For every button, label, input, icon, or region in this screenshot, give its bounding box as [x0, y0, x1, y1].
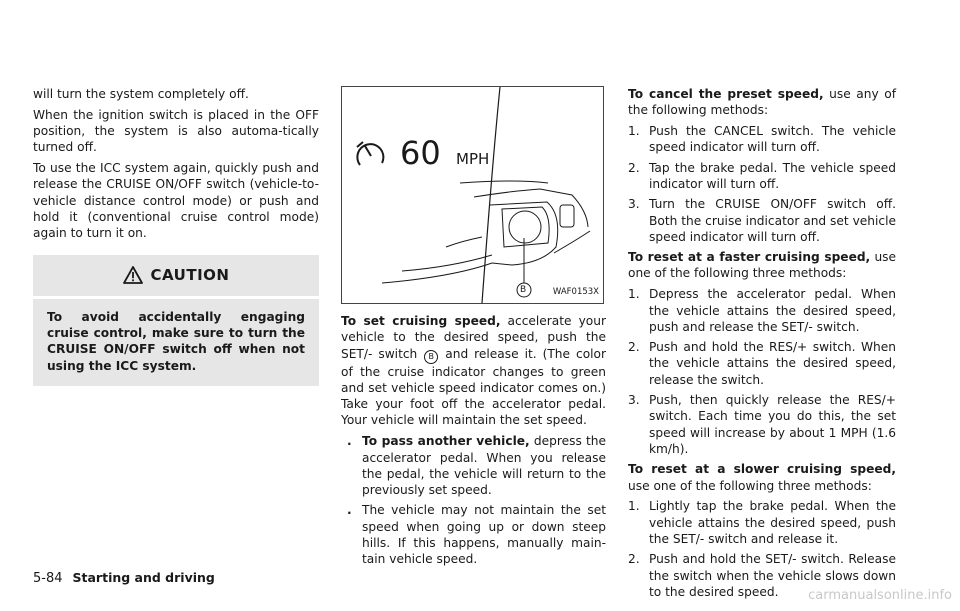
- speed-value: 60: [400, 134, 441, 172]
- body-text: Turn the CRUISE ON/OFF switch off. Both the cruise indicator and set vehicle speed indicator will turn off.: [649, 197, 896, 244]
- warning-triangle-icon: [123, 266, 143, 284]
- body-text: use one of the following three methods:: [628, 250, 897, 281]
- caution-header: [33, 255, 319, 296]
- item-number: 3.: [628, 197, 640, 212]
- list-item: [341, 502, 606, 567]
- list-item: [628, 498, 896, 547]
- body-text: Push, then quickly release the RES/+ switch. Each time you do this, the set speed will increase by about 1 MPH (1.6 km/h).: [649, 393, 896, 456]
- section-title: Starting and driving: [72, 570, 215, 585]
- lead-text: To pass another vehicle,: [362, 434, 530, 449]
- body-text: Lightly tap the brake pedal. When the vehicle attains the desired speed, push the SET/- switch and release it.: [649, 499, 896, 546]
- page-footer: [33, 570, 215, 586]
- item-number: 1.: [628, 287, 640, 302]
- body-text: use one of the following three methods:: [628, 478, 872, 493]
- list-item: [628, 123, 896, 156]
- lead-text: To reset at a faster cruising speed,: [628, 250, 871, 265]
- lead-text: To reset at a slower cruising speed,: [628, 462, 896, 477]
- bullet-list: [341, 433, 606, 567]
- caution-title: CAUTION: [150, 266, 230, 285]
- page-number: 5-84: [33, 571, 63, 586]
- list-item: [341, 433, 606, 498]
- paragraph: will turn the system completely off.: [33, 87, 249, 101]
- watermark: carmanualsonline.info: [808, 588, 952, 603]
- item-number: 2.: [628, 552, 640, 567]
- callout-b-inline: B: [424, 350, 438, 364]
- steering-wheel-illustration: [342, 87, 603, 303]
- speedometer-icon: [357, 142, 383, 165]
- list-item: [628, 392, 896, 457]
- paragraph: When the ignition switch is placed in the OFF position, the system is also automa-tically turned off.: [33, 107, 319, 155]
- bullet-mark: .: [347, 503, 352, 518]
- body-text: Push the CANCEL switch. The vehicle speed indicator will turn off.: [649, 124, 896, 155]
- body-text: and release it. (The color of the cruise indicator changes to green and set vehicle speed indicator comes on.) Take your foot off the accelerator pedal. Your vehicle will maintain the set speed.: [341, 346, 607, 428]
- item-number: 1.: [628, 499, 640, 514]
- body-text: Tap the brake pedal. The vehicle speed indicator will turn off.: [649, 160, 896, 191]
- numbered-list: [628, 123, 896, 245]
- steering-switch-figure: [341, 86, 604, 304]
- lead-text: To cancel the preset speed,: [628, 87, 824, 101]
- numbered-list: [628, 498, 896, 600]
- column-left: [33, 86, 319, 386]
- speed-unit: MPH: [456, 150, 490, 168]
- item-number: 1.: [628, 124, 640, 139]
- paragraph: To use the ICC system again, quickly push and release the CRUISE ON/OFF switch (vehicle-to-vehicle distance control mode) or push and hold it (conventional cruise control mode) again to turn it on.: [33, 161, 319, 241]
- paragraph: [628, 249, 896, 282]
- body-text: Push and hold the SET/- switch. Release the switch when the vehicle slows down to the desired speed.: [649, 552, 896, 599]
- body-text: Push and hold the RES/+ switch. When the vehicle attains the desired speed, release the switch.: [649, 340, 896, 387]
- callout-b-label: B: [520, 285, 527, 295]
- caution-text: To avoid accidentally engaging cruise control, make sure to turn the CRUISE ON/OFF switch off when not using the ICC system.: [47, 309, 305, 373]
- body-text: accelerate your vehicle to the desired speed, push the SET/- switch: [341, 314, 606, 361]
- paragraph: [628, 86, 896, 119]
- body-text: Depress the accelerator pedal. When the vehicle attains the desired speed, push and release the SET/- switch.: [649, 287, 896, 334]
- list-item: [628, 339, 896, 388]
- bullet-mark: .: [347, 434, 352, 449]
- numbered-list: [628, 286, 896, 457]
- lead-text: To set cruising speed,: [341, 314, 501, 328]
- figure-code: WAF0153X: [552, 286, 599, 297]
- paragraph: [341, 313, 606, 429]
- column-middle: [341, 86, 606, 572]
- item-number: 3.: [628, 393, 640, 408]
- caution-box: [33, 255, 319, 386]
- paragraph: [628, 461, 896, 494]
- body-text: depress the accelerator pedal. When you release the pedal, the vehicle will return to the previously set speed.: [362, 434, 607, 498]
- item-number: 2.: [628, 160, 640, 175]
- body-text: The vehicle may not maintain the set speed when going up or down steep hills. If this happens, manually main-tain vehicle speed.: [362, 503, 606, 567]
- column-right: [628, 86, 896, 604]
- list-item: [628, 286, 896, 335]
- list-item: [628, 160, 896, 193]
- body-text: use any of the following methods:: [628, 87, 897, 118]
- item-number: 2.: [628, 340, 640, 355]
- list-item: [628, 196, 896, 245]
